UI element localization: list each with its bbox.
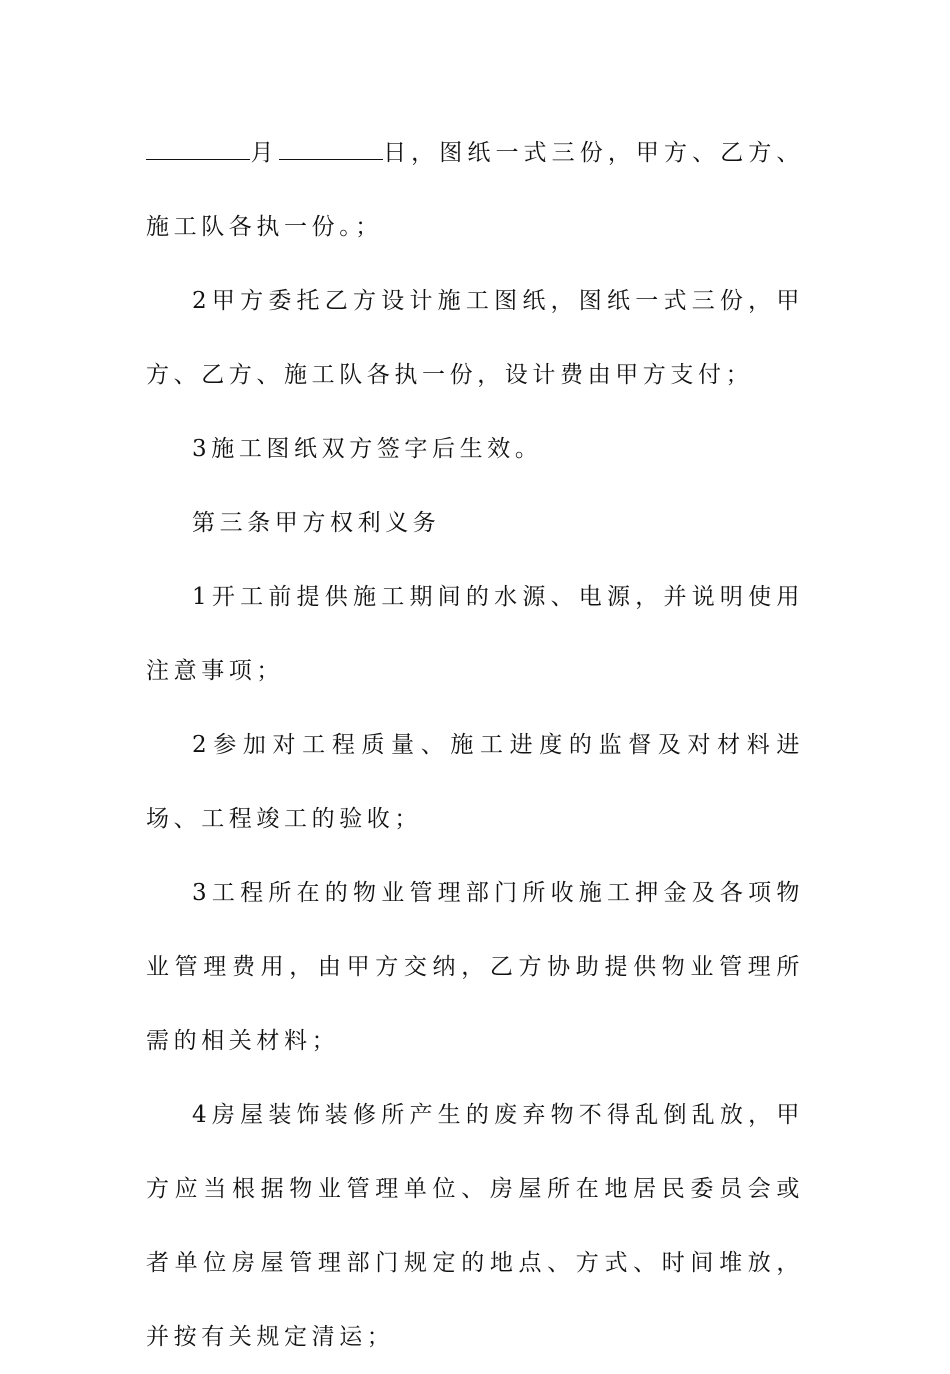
paragraph-date-clause [0,116,950,264]
month-blank [146,137,250,160]
date-clause-rest: 日，图纸一式三份，甲方、乙方、施工队各执一份。； [146,140,804,240]
section-heading-party-a-rights: 第三条甲方权利义务 [192,510,441,536]
day-blank [279,137,383,160]
paragraph-water-power: 1开工前提供施工期间的水源、电源，并说明使用注意事项； [146,584,804,684]
paragraph-design-drawings: 2甲方委托乙方设计施工图纸，图纸一式三份，甲方、乙方、施工队各执一份，设计费由甲方支付； [146,288,804,388]
paragraph-supervision: 2参加对工程质量、施工进度的监督及对材料进场、工程竣工的验收； [146,732,804,832]
paragraph-property-fees: 3工程所在的物业管理部门所收施工押金及各项物业管理费用，由甲方交纳，乙方协助提供物业管理所需的相关材料； [146,880,804,1054]
paragraph-waste-disposal: 4房屋装饰装修所产生的废弃物不得乱倒乱放，甲方应当根据物业管理单位、房屋所在地居民委员会或者单位房屋管理部门规定的地点、方式、时间堆放，并按有关规定清运； [146,1102,804,1350]
paragraph-drawings-effective: 3施工图纸双方签字后生效。 [192,436,543,462]
month-label: 月 [250,140,279,166]
